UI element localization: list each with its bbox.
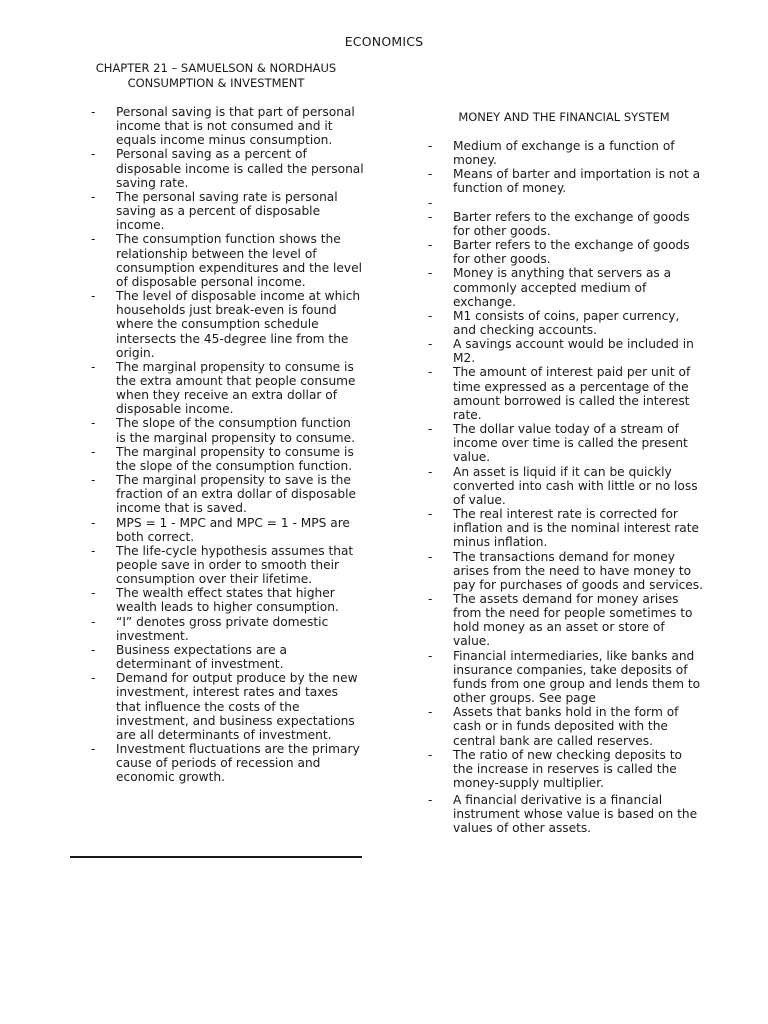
bullet-dash: - <box>428 793 433 808</box>
list-item <box>428 591 703 649</box>
list-item <box>91 147 364 190</box>
bullet-dash: - <box>428 507 433 522</box>
bullet-dash: - <box>91 289 96 304</box>
list-item-text: Financial intermediaries, like banks and insurance companies, take deposits of funds from one group and lends them to other groups. See page <box>453 648 701 706</box>
list-item-text: Assets that banks hold in the form of cash or in funds deposited with the central bank are called reserves. <box>453 705 679 748</box>
bullet-dash: - <box>91 671 96 686</box>
list-item <box>428 337 703 366</box>
bullet-dash: - <box>428 238 433 253</box>
list-item-text: The amount of interest paid per unit of time expressed as a percentage of the amount borrowed is called the interest rate. <box>453 365 691 422</box>
list-item <box>428 238 703 267</box>
list-item-text: The marginal propensity to consume is the slope of the consumption function. <box>116 444 354 473</box>
list-item <box>428 209 703 238</box>
list-item <box>91 515 364 544</box>
bullet-dash: - <box>91 614 96 629</box>
chapter-heading-line2: CONSUMPTION & INVESTMENT <box>127 75 305 90</box>
section-heading: MONEY AND THE FINANCIAL SYSTEM <box>458 110 670 124</box>
list-item <box>91 232 364 289</box>
list-item <box>91 473 364 516</box>
list-item <box>428 266 703 309</box>
list-item <box>428 308 703 338</box>
list-item <box>428 422 703 465</box>
list-item-text: The transactions demand for money arises from the need to have money to pay for purchases of goods and services. <box>453 549 704 592</box>
list-item-text: Personal saving as a percent of disposable income is called the personal saving rate. <box>116 147 364 190</box>
section-divider <box>70 856 362 858</box>
list-item-text: The marginal propensity to save is the fraction of an extra dollar of disposable income that is saved. <box>116 473 357 516</box>
list-item-text: Means of barter and importation is not a function of money. <box>453 167 701 196</box>
list-item <box>428 167 703 196</box>
list-item <box>428 139 703 168</box>
list-item-text: The wealth effect states that higher wealth leads to higher consumption. <box>116 586 339 615</box>
list-item <box>91 189 364 233</box>
list-item-text: The marginal propensity to consume is the extra amount that people consume when they receive an extra dollar of disposable income. <box>116 359 356 417</box>
bullet-dash: - <box>428 308 433 323</box>
bullet-dash: - <box>428 139 433 153</box>
bullet-dash: - <box>428 195 433 210</box>
bullet-dash: - <box>91 642 96 657</box>
money-financial-system-list <box>428 139 704 836</box>
bullet-dash: - <box>91 105 96 119</box>
list-item-text: The consumption function shows the relationship between the level of consumption expenditures and the level of disposable personal income. <box>116 232 362 289</box>
bullet-dash: - <box>91 473 96 488</box>
bullet-dash: - <box>428 549 433 564</box>
list-item-text: The ratio of new checking deposits to the increase in reserves is called the money-supply multiplier. <box>453 747 683 791</box>
list-item <box>91 614 364 643</box>
bullet-dash: - <box>91 189 96 204</box>
list-item-text: Barter refers to the exchange of goods for other goods. <box>453 209 690 238</box>
bullet-dash: - <box>91 444 96 459</box>
bullet-dash: - <box>428 266 433 281</box>
bullet-dash: - <box>91 586 96 601</box>
list-item-text: The real interest rate is corrected for inflation and is the nominal interest rate minus inflation. <box>453 507 700 550</box>
list-item <box>91 444 364 473</box>
bullet-dash: - <box>428 337 433 352</box>
list-item-text: The dollar value today of a stream of income over time is called the present value. <box>453 422 688 465</box>
list-item-text: The life-cycle hypothesis assumes that people save in order to smooth their consumption over their lifetime. <box>116 543 354 587</box>
bullet-dash: - <box>428 167 433 182</box>
consumption-investment-list <box>91 105 364 785</box>
list-item-text: The slope of the consumption function is the marginal propensity to consume. <box>116 416 356 445</box>
bullet-dash: - <box>91 543 96 558</box>
bullet-dash: - <box>91 232 96 247</box>
bullet-dash: - <box>428 705 433 720</box>
list-item-text: The personal saving rate is personal saving as a percent of disposable income. <box>116 189 338 233</box>
chapter-heading-line1: CHAPTER 21 – SAMUELSON & NORDHAUS <box>95 61 337 75</box>
list-item-text: The assets demand for money arises from the need for people sometimes to hold money as an asset or store of value. <box>453 591 693 649</box>
list-item <box>428 365 703 422</box>
list-item <box>428 549 704 592</box>
list-item <box>91 642 364 672</box>
bullet-dash: - <box>91 416 96 431</box>
list-item-text: Investment fluctuations are the primary cause of periods of recession and economic growth. <box>116 742 360 785</box>
list-item-text: A savings account would be included in M2. <box>453 337 694 366</box>
list-item-text: Barter refers to the exchange of goods for other goods. <box>453 238 690 267</box>
list-item <box>428 507 703 550</box>
list-item <box>428 793 703 836</box>
bullet-dash: - <box>91 515 96 530</box>
bullet-dash: - <box>428 365 433 380</box>
list-item <box>428 747 703 791</box>
bullet-dash: - <box>428 464 433 479</box>
list-item <box>428 195 703 210</box>
list-item <box>91 742 364 785</box>
list-item-text: The level of disposable income at which households just break-even is found where the consumption schedule intersects the 45-degree line from the origin. <box>116 289 361 360</box>
bullet-dash: - <box>428 591 433 606</box>
list-item <box>91 359 364 417</box>
list-item <box>91 105 364 148</box>
chapter-heading <box>70 61 362 90</box>
bullet-dash: - <box>428 747 433 762</box>
list-item <box>91 289 364 360</box>
list-item <box>91 671 364 742</box>
list-item <box>91 416 364 445</box>
bullet-dash: - <box>428 648 433 663</box>
list-item <box>428 705 703 748</box>
page-title: ECONOMICS <box>344 34 424 49</box>
list-item <box>428 648 703 706</box>
list-item-text: Money is anything that servers as a commonly accepted medium of exchange. <box>453 266 672 309</box>
list-item-text: A financial derivative is a financial instrument whose value is based on the values of other assets. <box>453 793 698 836</box>
list-item-text: “I” denotes gross private domestic investment. <box>116 614 329 643</box>
list-item-text: Personal saving is that part of personal income that is not consumed and it equals income minus consumption. <box>116 105 355 148</box>
list-item <box>91 543 364 587</box>
list-item-text: MPS = 1 - MPC and MPC = 1 - MPS are both correct. <box>116 515 350 544</box>
bullet-dash: - <box>428 209 433 224</box>
list-item-text: M1 consists of coins, paper currency, and checking accounts. <box>453 308 680 338</box>
bullet-dash: - <box>91 147 96 162</box>
list-item-text: Demand for output produce by the new investment, interest rates and taxes that influence the costs of the investment, and business expectations are all determinants of investment. <box>116 671 358 742</box>
bullet-dash: - <box>91 742 96 757</box>
list-item-text: An asset is liquid if it can be quickly converted into cash with little or no loss of value. <box>453 464 698 507</box>
bullet-dash: - <box>91 359 96 374</box>
list-item <box>91 586 364 615</box>
bullet-dash: - <box>428 422 433 437</box>
list-item-text: Medium of exchange is a function of money. <box>453 139 675 168</box>
list-item-text: Business expectations are a determinant of investment. <box>116 642 287 672</box>
list-item <box>428 464 703 507</box>
